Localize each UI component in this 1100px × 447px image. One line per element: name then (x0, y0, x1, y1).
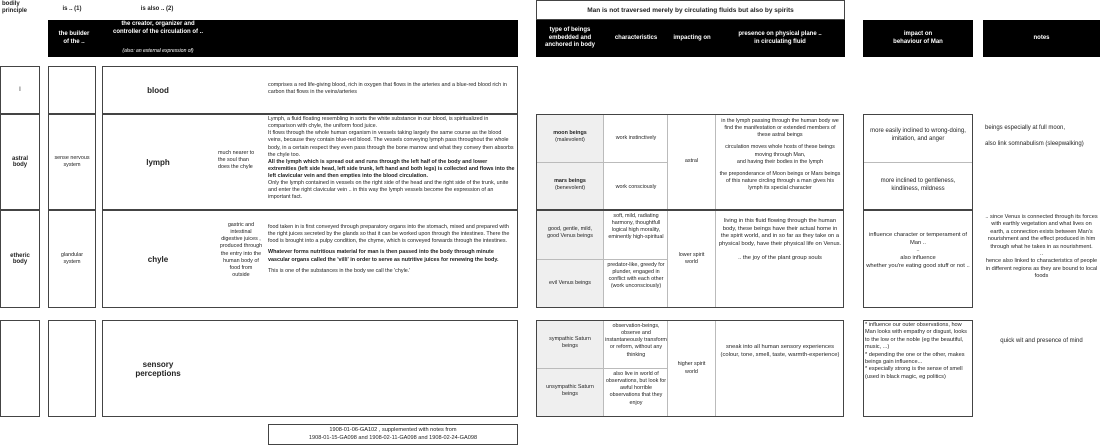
chyle-desc-3: This is one of the substances in the body we call the 'chyle.' (268, 267, 411, 274)
moon-beings-label: moon beings (553, 130, 587, 136)
is-also-label-2: is also .. (2) (140, 6, 174, 12)
presence-header: presence on physical plane .. in circulating fluid (738, 30, 822, 45)
sensory-notes: quick wit and presence of mind (1000, 338, 1083, 344)
sympathic-saturn-characteristics: observation-beings, observe and instantaneously transform or reform, without any thinking (605, 323, 667, 358)
moon-beings-sub: (malevolent) (555, 137, 585, 144)
chyle-desc-2: Whatever forms nutritious material for man is then passed into the body through minute vascular organs called the 'villi' in order to serve as nutritive juices for renewing the body. (268, 249, 499, 263)
moon-beings-characteristics: work instinctively (615, 135, 657, 141)
astral-presence-2: circulation moves whole hosts of these beings moving through Man, and having their bodies in the lymph (725, 144, 835, 165)
type-beings-header: type of beings embedded and anchored in body (544, 26, 595, 49)
astral-notes-1: beings especially at full moon, (985, 125, 1066, 131)
sensory-perceptions: sensory perceptions (135, 359, 181, 378)
etheric-impacting: lower spirit world (678, 251, 705, 265)
astral-notes (985, 125, 1098, 149)
lymph-desc-1: Lymph, a fluid floating resembling in sorts the white substance in our blood, is spiritualized in comparison with chyle, the uniform food juice. (268, 116, 489, 130)
fluid-blood: blood (147, 85, 169, 95)
creator-header: the creator, organizer and controller of the circulation of .. (112, 21, 203, 35)
moon-beings (538, 130, 602, 144)
astral-impact-1: more easily inclined to wrong-doing, imitation, and anger (870, 128, 966, 142)
evil-venus-beings: evil Venus beings (549, 280, 591, 286)
fluid-lymph: lymph (146, 157, 170, 167)
fluid-chyle: chyle (147, 254, 169, 264)
evil-venus-characteristics: predator-like, greedy for plunder, engaged in conflict with each other (work unconsciously) (607, 262, 665, 290)
etheric-presence-1: living in this fluid flowing through the human body, these beings have their actual home in the spirit world, and in so far as they take on a physical body, have their physical life on Venus. (718, 218, 842, 247)
astral-notes-2: also link somnabulism (sleepwalking) (985, 140, 1084, 147)
lymph-description (268, 116, 516, 202)
astral-impacting: astral (684, 158, 699, 165)
astral-impact-2: more inclined to gentleness, kindliness, mildness (880, 178, 956, 192)
etheric-presence-2: .. the joy of the plant group souls (738, 254, 822, 261)
chyle-side-note: gastric and intestinal digestive juices , produced through the entry into the human body of food from outside (219, 222, 263, 278)
builder-header: the builder of the .. (58, 30, 90, 45)
notes-header: notes (1033, 34, 1050, 41)
builder-glandular: glandular system (60, 251, 84, 265)
chyle-description (268, 224, 516, 275)
principle-etheric: etheric body (10, 253, 30, 265)
astral-presence-3: the preponderance of Moon beings or Mars beings of this nature circling through a man gives his lymph its special character (719, 170, 841, 191)
mars-beings-sub: (benevolent) (555, 185, 585, 192)
sensory-presence: sneak into all human sensory experiences (colour, tone, smell, taste, warmth-experience) (720, 344, 840, 358)
characteristics-header: characteristics (614, 34, 658, 41)
sensory-impacting: higher spirit world (677, 361, 706, 375)
etheric-presence (718, 218, 842, 262)
principle-astral: astral body (11, 156, 28, 168)
mars-beings-characteristics: work consciously (615, 184, 657, 190)
unsympathic-saturn-characteristics: also live in world of observations, but look for awful horrible observations that they enjoy (605, 371, 667, 406)
good-venus-characteristics: soft, mild, radiating harmony, thoughtfull logical high morality, eminently high-spiritual (608, 213, 664, 241)
builder-sense-nervous: sense nervous system (54, 154, 90, 168)
astral-presence-1: in the lymph passing through the human body we find the manifestation or extended members of these astral beings (721, 118, 839, 139)
bodily-principle-header: bodily principle (2, 1, 28, 15)
etheric-impact: influence character or temperament of Man .. .. also influence whether you're eating good stuff or not .. (866, 232, 970, 269)
is-label-1: is .. (1) (62, 6, 82, 12)
sympathic-saturn-beings: sympathic Saturn beings (549, 336, 591, 350)
source-note: 1908-01-06-GA102 , supplemented with notes from 1908-01-15-GA098 and 1908-02-11-GA098 and 1908-02-24-GA098 (268, 424, 518, 445)
impact-header: impact on behaviour of Man (893, 30, 943, 45)
blood-description: comprises a red life-giving blood, rich in oxygen that flows in the arteries and a blue-red blood rich in carbon that flows in the veins/arteries (268, 82, 507, 96)
lymph-desc-3: All the lymph which is spread out and runs through the left half of the body and lower extremities (left side head, left side trunk, left hand and both legs) is collected and flows into the left clavicular vein and then empties into the blood circulation. (268, 158, 515, 179)
lymph-desc-4: Only the lymph contained in vessels on the right side of the head and the right side of the trunk, unite and enter the right clavicular vein .. in this way the lymph vessels become the expression of an important fact. (268, 180, 509, 201)
etheric-notes: .. since Venus is connected through its forces with earthly vegetation and what lives on earth, a connection exists between Man's nourishment and the effect produced in him through what he takes in as nourishment. .. hence also linked to characteristics of people in different regions as they are bound to local foods (985, 214, 1098, 279)
creator-subheader: (also: an external expression of) (122, 48, 194, 54)
good-venus-beings: good, gentle, mild, good Venus beings (547, 226, 593, 240)
principle-i: I (19, 87, 21, 93)
astral-presence (718, 118, 842, 192)
lymph-side-note: much nearer to the soul than does the chyle (218, 150, 255, 171)
mars-beings-label: mars beings (554, 178, 586, 184)
impacting-on-header: impacting on (673, 34, 711, 41)
lymph-desc-2: It flows through the whole human organism in vessels taking largely the same course as the blood veins, because they contain blue-red blood. The vessels conveying lymph pass throughout the whole body, in a certain respect they even pass through the bone marrow and what they convey then absorbs the chyle too. (268, 130, 514, 158)
chyle-desc-1: food taken in is first conveyed through preparatory organs into the stomach, mixed and prepared with the right juices secreted by the glands so that it can be worked upon through the intestines. There the food is brought into a pulpy condition, the chyme, which is conveyed forwards through the intestines. (268, 224, 510, 245)
unsympathic-saturn-beings: unsympathic Saturn beings (546, 384, 594, 398)
mars-beings (538, 178, 602, 192)
banner: Man is not traversed merely by circulating fluids but also by spirits (536, 0, 845, 20)
sensory-impact: * influence our outer observations, how Man looks with empathy or disgust, looks to the low or the noble (eg the beautiful, music, ...) * depending the one or the other, makes beings gain influence... * especially strong is the sense of smell (used in black magic, eg politics) (865, 322, 967, 380)
